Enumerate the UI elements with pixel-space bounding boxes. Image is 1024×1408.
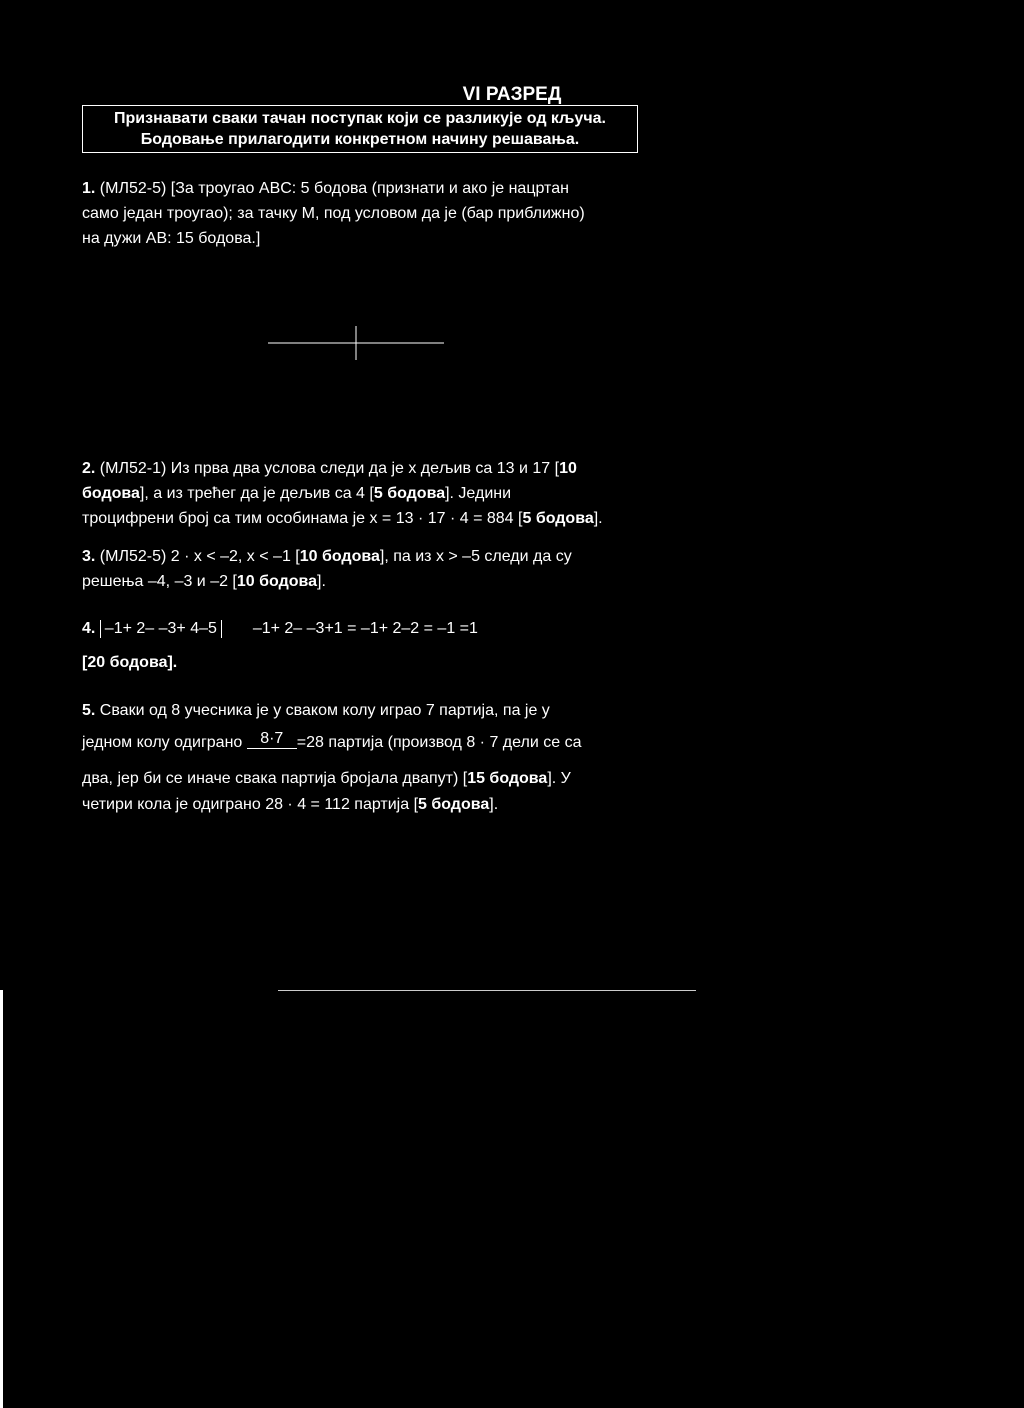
problem-1-line-2: само један троугао); за тачку M, под условом да је (бар приближно) <box>82 205 585 222</box>
problem-5-line-4a: четири кола је одиграно 28 · 4 = 112 партија [ <box>82 796 419 813</box>
problem-4-points <box>82 650 642 675</box>
problem-3-line-1a: 2 · x < –2, x < –1 [ <box>170 548 300 565</box>
problem-5-line-1: Сваки од 8 учесника је у сваком колу играо 7 партија, па је у <box>99 702 550 719</box>
problem-5-line-4c: ]. <box>489 796 499 813</box>
problem-2-line-3c: ]. <box>593 510 603 527</box>
problem-5-line-2b: =28 партија (производ 8 · 7 дели се са <box>296 734 582 751</box>
bottom-rule <box>278 990 696 991</box>
problem-1 <box>82 176 642 251</box>
problem-5-number: 5. <box>82 702 96 719</box>
problem-4-points-value: 20 бодова <box>87 654 168 671</box>
problem-2-points-2: 5 бодова <box>373 485 446 502</box>
problem-2-points-1-unit: бодова <box>82 485 140 502</box>
problem-2-points-3: 5 бодова <box>522 510 594 527</box>
problem-5 <box>82 698 642 818</box>
problem-4-number: 4. <box>82 620 96 637</box>
problem-2 <box>82 456 642 531</box>
problem-3-line-2a: решења –4, –3 и –2 [ <box>82 573 237 590</box>
problem-2-line-2b: ], а из трећег да је дељив са 4 [ <box>139 485 374 502</box>
problem-2-code: (МЛ52-1) <box>99 460 167 477</box>
problem-1-number: 1. <box>82 180 96 197</box>
problem-4-absolute-value: –1+ 2– –3+ 4–5 <box>100 620 222 638</box>
problem-1-line-3: на дужи AB: 15 бодова.] <box>82 230 261 247</box>
page-title: VI РАЗРЕД <box>462 84 562 105</box>
problem-4 <box>82 620 478 638</box>
problem-5-line-3a: два, јер би се иначе свака партија бројала двапут) [ <box>82 770 468 787</box>
problem-1-code: (МЛ52-5) <box>99 180 167 197</box>
problem-2-line-3a: троцифрени број са тим особинама је x = 13 · 17 · 4 = 884 [ <box>82 510 523 527</box>
problem-4-points-open: [ <box>82 654 88 671</box>
problem-3-points-1: 10 бодова <box>299 548 380 565</box>
problem-2-points-1: 10 <box>559 460 577 477</box>
notice-box <box>82 105 638 153</box>
notice-line-2: Бодовање прилагодити конкретном начину решавања. <box>140 131 580 148</box>
problem-3-line-2c: ]. <box>317 573 326 590</box>
problem-5-line-3c: ]. У <box>547 770 571 787</box>
problem-3-code: (МЛ52-5) <box>99 548 167 565</box>
problem-5-points-1: 15 бодова <box>467 770 548 787</box>
notice-line-1: Признавати сваки тачан поступак који се разликује од кључа. <box>114 110 606 127</box>
problem-1-line-1: [За троугао ABC: 5 бодова (признати и ако је нацртан <box>170 180 569 197</box>
problem-5-line-2a: једном колу одиграно <box>82 734 243 751</box>
problem-3-number: 3. <box>82 548 96 565</box>
problem-5-fraction <box>247 730 297 749</box>
segment-figure <box>268 326 444 360</box>
problem-5-fraction-bar <box>247 748 297 749</box>
problem-2-number: 2. <box>82 460 96 477</box>
problem-3 <box>82 544 642 594</box>
problem-3-points-2: 10 бодова <box>236 573 318 590</box>
problem-3-line-1c: ], па из x > –5 следи да су <box>379 548 572 565</box>
problem-4-expression: –1+ 2– –3+1 = –1+ 2–2 = –1 =1 <box>252 620 478 637</box>
problem-5-points-2: 5 бодова <box>418 796 490 813</box>
problem-5-fraction-numerator: 8·7 <box>260 730 284 748</box>
problem-4-points-close: ]. <box>167 654 178 671</box>
problem-2-line-1a: Из прва два услова следи да је x дељив са 13 и 17 [ <box>170 460 560 477</box>
left-edge-bar <box>0 990 3 1408</box>
problem-2-line-2d: ]. Једини <box>445 485 512 502</box>
